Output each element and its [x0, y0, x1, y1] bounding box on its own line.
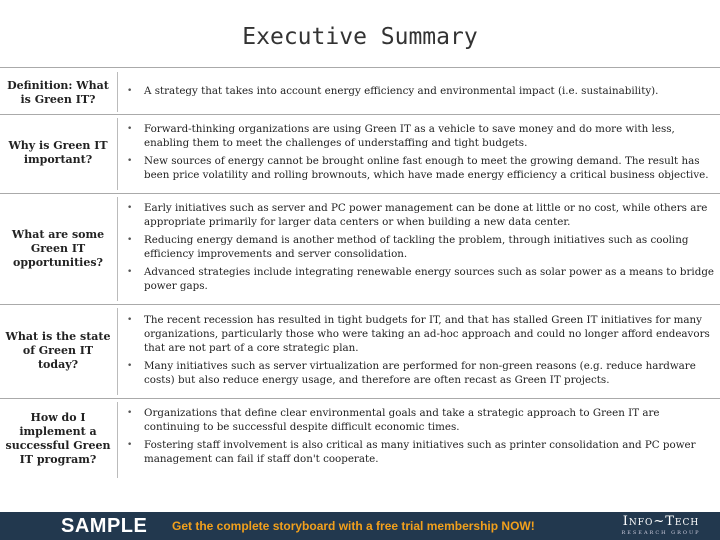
bullet-icon: • [127, 267, 133, 277]
sample-watermark: SAMPLE [61, 515, 148, 537]
section-label-opportunities: What are some Green IT opportunities? [11, 228, 105, 269]
column-divider [117, 197, 118, 301]
list-item [124, 84, 716, 98]
list-item [124, 359, 716, 387]
bullet-icon: • [127, 156, 133, 166]
bullet-icon: • [127, 408, 133, 418]
logo-text: Info~Tech [622, 514, 700, 529]
bullet-icon: • [127, 124, 133, 134]
row-divider [0, 398, 720, 399]
bullet-text: A strategy that takes into account energy efficiency and environmental impact (i.e. sustainability). [144, 85, 659, 97]
bullet-text: Many initiatives such as server virtualization are performed for non-green reasons (e.g. reduce hardware costs) but also reduce energy usage, and therefore are often recast as Green IT projects. [144, 360, 696, 386]
section-bullets-importance [124, 122, 716, 186]
bullet-icon: • [127, 86, 133, 96]
section-label-importance: Why is Green IT important? [8, 139, 108, 166]
page-title: Executive Summary [242, 24, 478, 50]
bullet-text: Forward-thinking organizations are using Green IT as a vehicle to save money and do more with less, enabling them to meet the challenges of understaffing and tight budgets. [144, 123, 675, 149]
bullet-icon: • [127, 203, 133, 213]
bullet-text: New sources of energy cannot be brought online fast enough to meet the growing demand. The result has been price volatility and rolling brownouts, which have made energy efficiency a critical business objective. [144, 155, 709, 181]
company-logo [612, 515, 710, 537]
bullet-text: Reducing energy demand is another method of tackling the problem, through initiatives such as cooling efficiency improvements and server consolidation. [144, 234, 689, 260]
bullet-icon: • [127, 361, 133, 371]
section-label-implementation: How do I implement a successful Green IT program? [5, 411, 111, 466]
bullet-text: Advanced strategies include integrating renewable energy sources such as solar power as a means to bridge power gaps. [144, 266, 714, 292]
bullet-text: Fostering staff involvement is also critical as many initiatives such as printer consolidation and PC power management can fail if staff don't cooperate. [144, 439, 696, 465]
list-item [124, 313, 716, 355]
bullet-text: Early initiatives such as server and PC power management can be done at little or no cost, while others are appropriate primarily for larger data centers or when building a new data center. [144, 202, 708, 228]
list-item [124, 233, 716, 261]
bullet-icon: • [127, 315, 133, 325]
column-divider [117, 402, 118, 478]
row-divider [0, 304, 720, 305]
column-divider [117, 308, 118, 395]
section-bullets-implementation [124, 406, 716, 470]
row-divider [0, 114, 720, 115]
section-label-state: What is the state of Green IT today? [5, 330, 111, 371]
list-item [124, 201, 716, 229]
trial-promo-link[interactable]: Get the complete storyboard with a free trial membership NOW! [172, 519, 535, 533]
section-bullets-opportunities [124, 201, 716, 297]
row-divider [0, 193, 720, 194]
list-item [124, 122, 716, 150]
section-bullets-state [124, 313, 716, 391]
bullet-icon: • [127, 440, 133, 450]
logo-subtext: RESEARCH GROUP [621, 530, 701, 536]
list-item [124, 265, 716, 293]
column-divider [117, 72, 118, 112]
bullet-text: The recent recession has resulted in tight budgets for IT, and that has stalled Green IT initiatives for many organizations, particularly those who were taking an ad-hoc approach and could no longer afford endeavors that are not part of a core strategic plan. [144, 314, 710, 354]
list-item [124, 438, 716, 466]
column-divider [117, 118, 118, 190]
bullet-text: Organizations that define clear environmental goals and take a strategic approach to Green IT are continuing to be successful despite difficult economic times. [144, 407, 660, 433]
list-item [124, 154, 716, 182]
list-item [124, 406, 716, 434]
row-divider [0, 67, 720, 68]
bullet-icon: • [127, 235, 133, 245]
section-label-definition: Definition: What is Green IT? [7, 79, 109, 106]
footer-banner [0, 512, 720, 540]
section-bullets-definition [124, 84, 716, 102]
